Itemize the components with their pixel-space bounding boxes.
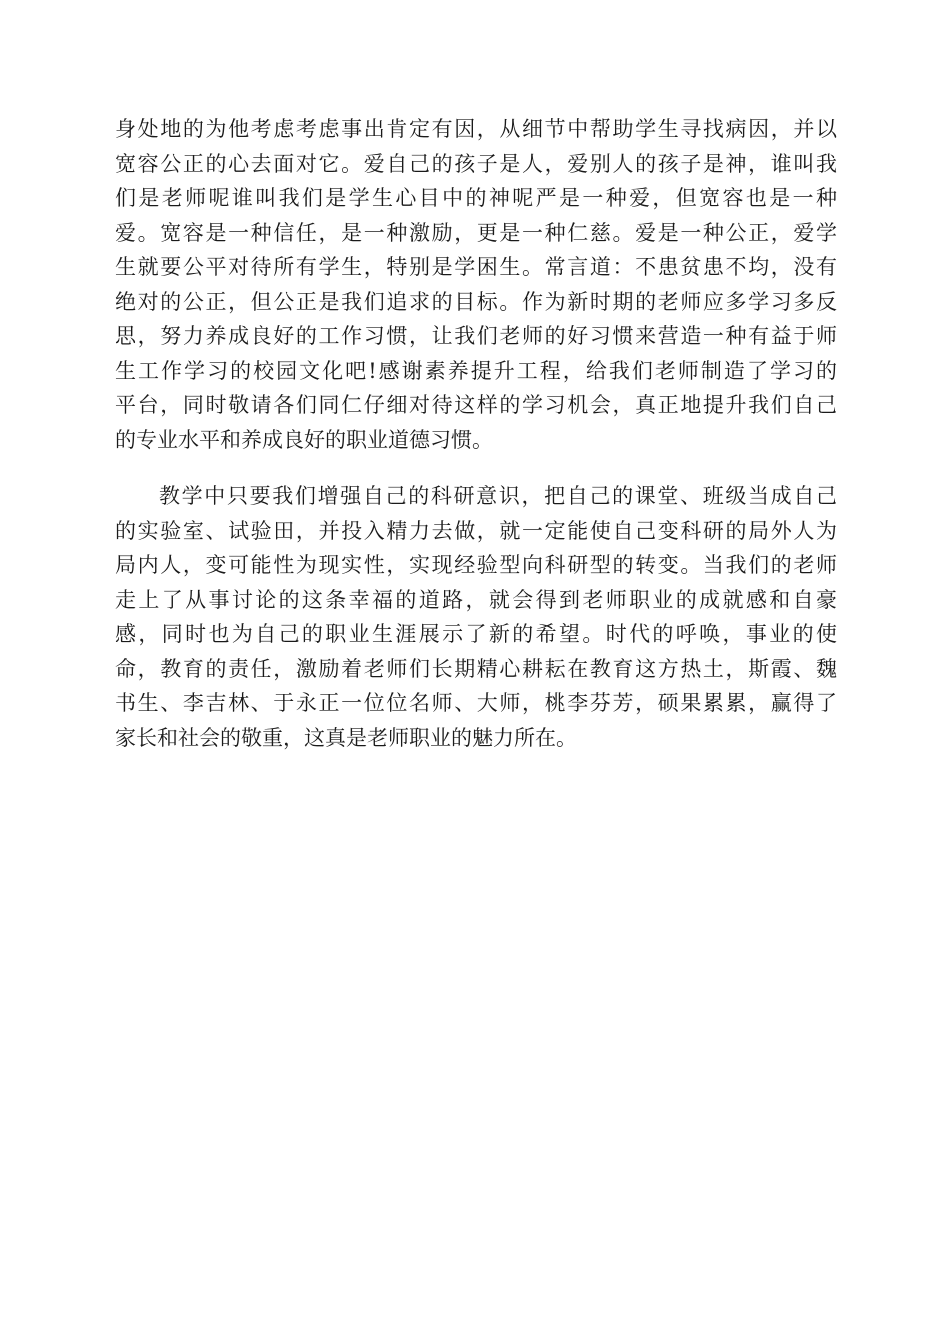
text-line: 教学中只要我们增强自己的科研意识，把自己的课堂、班级当成自己 xyxy=(159,484,837,508)
text-line: 感，同时也为自己的职业生涯展示了新的希望。时代的呼唤，事业的使 xyxy=(115,622,837,646)
text-line: 绝对的公正，但公正是我们追求的目标。作为新时期的老师应多学习多反 xyxy=(115,289,837,314)
text-line: 书生、李吉林、于永正一位位名师、大师，桃李芬芳，硕果累累，赢得了 xyxy=(115,691,837,715)
text-line: 宽容公正的心去面对它。爱自己的孩子是人，爱别人的孩子是神，谁叫我 xyxy=(115,151,837,176)
paragraph-2 xyxy=(115,479,837,755)
text-line: 的专业水平和养成良好的职业道德习惯。 xyxy=(115,427,493,452)
text-line: 思，努力养成良好的工作习惯，让我们老师的好习惯来营造一种有益于师 xyxy=(115,324,837,348)
text-line: 局内人，变可能性为现实性，实现经验型向科研型的转变。当我们的老师 xyxy=(115,553,837,577)
text-line: 爱。宽容是一种信任，是一种激励，更是一种仁慈。爱是一种公正，爱学 xyxy=(115,220,837,245)
text-line: 生工作学习的校园文化吧!感谢素养提升工程，给我们老师制造了学习的 xyxy=(115,358,837,383)
text-line: 的实验室、试验田，并投入精力去做，就一定能使自己变科研的局外人为 xyxy=(115,518,837,543)
text-line: 生就要公平对待所有学生，特别是学困生。常言道：不患贫患不均，没有 xyxy=(115,255,837,279)
text-line: 平台，同时敬请各们同仁仔细对待这样的学习机会，真正地提升我们自己 xyxy=(115,393,837,417)
text-line: 走上了从事讨论的这条幸福的道路，就会得到老师职业的成就感和自豪 xyxy=(115,587,837,612)
document-body xyxy=(115,112,837,755)
paragraph-1 xyxy=(115,112,837,457)
text-line: 家长和社会的敬重，这真是老师职业的魅力所在。 xyxy=(115,725,577,750)
text-line: 们是老师呢谁叫我们是学生心目中的神呢严是一种爱，但宽容也是一种 xyxy=(115,186,837,210)
text-line: 身处地的为他考虑考虑事出肯定有因，从细节中帮助学生寻找病因，并以 xyxy=(115,117,837,141)
text-line: 命，教育的责任，激励着老师们长期精心耕耘在教育这方热土，斯霞、魏 xyxy=(115,656,837,681)
